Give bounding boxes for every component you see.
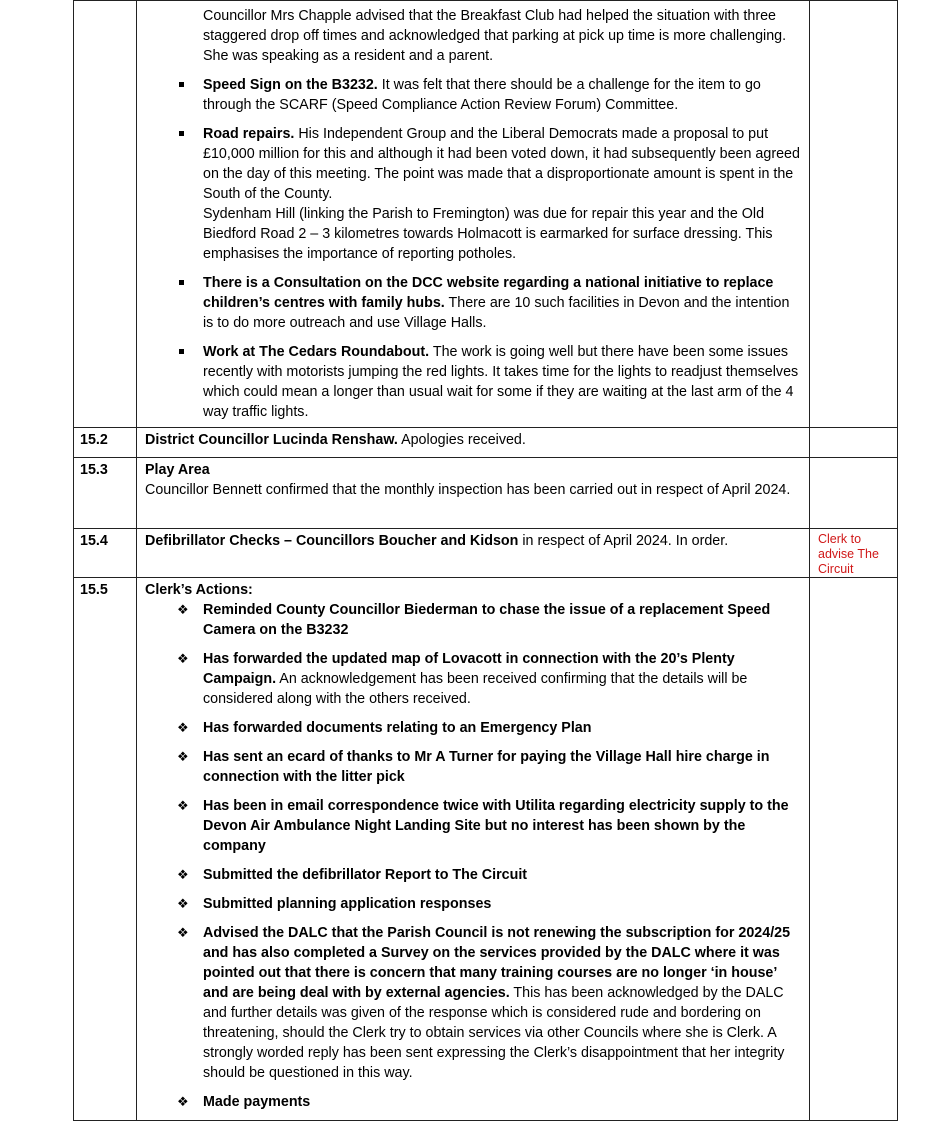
item-number-cell: 15.5 (74, 578, 137, 1121)
clerk-actions-list (145, 600, 803, 1112)
action-cell (810, 428, 898, 458)
list-item (145, 747, 803, 787)
item-heading: Submitted the defibrillator Report to The Circuit (203, 867, 528, 883)
list-item (145, 923, 803, 1083)
table-row (74, 529, 898, 578)
item-heading: Road repairs. (203, 126, 295, 142)
item-text: in respect of April 2024. In order. (518, 533, 729, 549)
item-heading: Has been in email correspondence twice with Utilita regarding electricity supply to the Devon Air Ambulance Night Landing Site but no interest has been shown by the company (203, 798, 789, 854)
list-item (145, 894, 803, 914)
item-number-cell: 15.4 (74, 529, 137, 578)
list-item (145, 342, 803, 422)
table-row (74, 428, 898, 458)
table-row (74, 1, 898, 428)
four-diamond-bullet-icon: ❖ (177, 896, 189, 911)
square-bullet-icon (179, 349, 184, 354)
item-heading: Made payments (203, 1094, 311, 1110)
continuation-intro: Councillor Mrs Chapple advised that the Breakfast Club had helped the situation with three staggered drop off times and acknowledged that parking at pick up time is more challenging. She was speaking as a resident and a parent. (203, 8, 787, 64)
square-bullet-icon (179, 131, 184, 136)
item-heading: Speed Sign on the B3232. (203, 77, 378, 93)
item-body-cell (137, 529, 810, 578)
item-text: An acknowledgement has been received confirming that the details will be considered along with the others received. (203, 671, 748, 707)
four-diamond-bullet-icon: ❖ (177, 867, 189, 882)
four-diamond-bullet-icon: ❖ (177, 720, 189, 735)
item-text: This has been acknowledged by the DALC and further details was given of the response which is considered rude and bordering on threatening, should the Clerk try to obtain services via other Councils where she is Clerk. A strongly worded reply has been sent expressing the Clerk’s disappointment that her integrity should be questioned in this way. (203, 985, 785, 1081)
item-body-cell (137, 428, 810, 458)
item-body-cell (137, 458, 810, 529)
action-note: Clerk to advise The Circuit (810, 529, 898, 578)
item-heading: Defibrillator Checks – Councillors Boucher and Kidson (145, 533, 519, 549)
list-item (145, 124, 803, 264)
square-bullet-icon (179, 280, 184, 285)
item-body-cell (137, 1, 810, 428)
item-heading: Advised the DALC that the Parish Council is not renewing the subscription for 2024/25 and has also completed a Survey on the services provided by the DALC where it was pointed out that there is concern that many training courses are no longer ‘in house’ and are being deal with by external agencies. (203, 925, 791, 1001)
item-heading: District Councillor Lucinda Renshaw. (145, 432, 398, 448)
action-cell (810, 1, 898, 428)
four-diamond-bullet-icon: ❖ (177, 602, 189, 617)
item-text: His Independent Group and the Liberal Democrats made a proposal to put £10,000 million for this and although it had been voted down, it had subsequently been agreed on the day of this meeting. The point was made that a disproportionate amount is spent in the South of the County. (203, 126, 800, 202)
item-heading: Clerk’s Actions: (145, 582, 253, 598)
action-cell (810, 578, 898, 1121)
item-heading: Has forwarded documents relating to an Emergency Plan (203, 720, 592, 736)
item-text: It was felt that there should be a challenge for the item to go through the SCARF (Speed Compliance Action Review Forum) Committee. (203, 77, 761, 113)
item-text: Councillor Bennett confirmed that the monthly inspection has been carried out in respect of April 2024. (145, 482, 791, 498)
square-bullet-icon (179, 82, 184, 87)
list-item (145, 865, 803, 885)
list-item (145, 718, 803, 738)
item-number-cell: 15.2 (74, 428, 137, 458)
item-heading: Reminded County Councillor Biederman to chase the issue of a replacement Speed Camera on the B3232 (203, 602, 771, 638)
item-heading: Submitted planning application responses (203, 896, 492, 912)
list-item (145, 1092, 803, 1112)
item-body-cell (137, 578, 810, 1121)
item-heading: Work at The Cedars Roundabout. (203, 344, 430, 360)
item-heading: There is a Consultation on the DCC website regarding a national initiative to replace children’s centres with family hubs. (203, 275, 774, 311)
four-diamond-bullet-icon: ❖ (177, 1094, 189, 1109)
list-item (145, 75, 803, 115)
four-diamond-bullet-icon: ❖ (177, 749, 189, 764)
item-heading: Has sent an ecard of thanks to Mr A Turner for paying the Village Hall hire charge in connection with the litter pick (203, 749, 770, 785)
item-number-cell: 15.3 (74, 458, 137, 529)
continuation-bullet-list (145, 75, 803, 422)
four-diamond-bullet-icon: ❖ (177, 798, 189, 813)
item-text: There are 10 such facilities in Devon and the intention is to do more outreach and use Village Halls. (203, 295, 790, 331)
list-item (145, 600, 803, 640)
minutes-document (73, 0, 879, 1126)
four-diamond-bullet-icon: ❖ (177, 925, 189, 940)
action-cell (810, 458, 898, 529)
item-number-cell (74, 1, 137, 428)
minutes-table (73, 0, 898, 1121)
item-heading: Play Area (145, 462, 210, 478)
item-text: Apologies received. (397, 432, 526, 448)
list-item (145, 796, 803, 856)
item-text: The work is going well but there have been some issues recently with motorists jumping the red lights. It takes time for the lights to readjust themselves which could mean a longer than usual wait for some if they are waiting at the last arm of the 4 way traffic lights. (203, 344, 799, 420)
item-extra-text: Sydenham Hill (linking the Parish to Fremington) was due for repair this year and the Old Biedford Road 2 – 3 kilometres towards Holmacott is earmarked for surface dressing. This emphasises the importance of reporting potholes. (203, 206, 773, 262)
four-diamond-bullet-icon: ❖ (177, 651, 189, 666)
list-item (145, 649, 803, 709)
table-row (74, 458, 898, 529)
table-row (74, 578, 898, 1121)
item-heading: Has forwarded the updated map of Lovacott in connection with the 20’s Plenty Campaign. (203, 651, 735, 687)
list-item (145, 273, 803, 333)
